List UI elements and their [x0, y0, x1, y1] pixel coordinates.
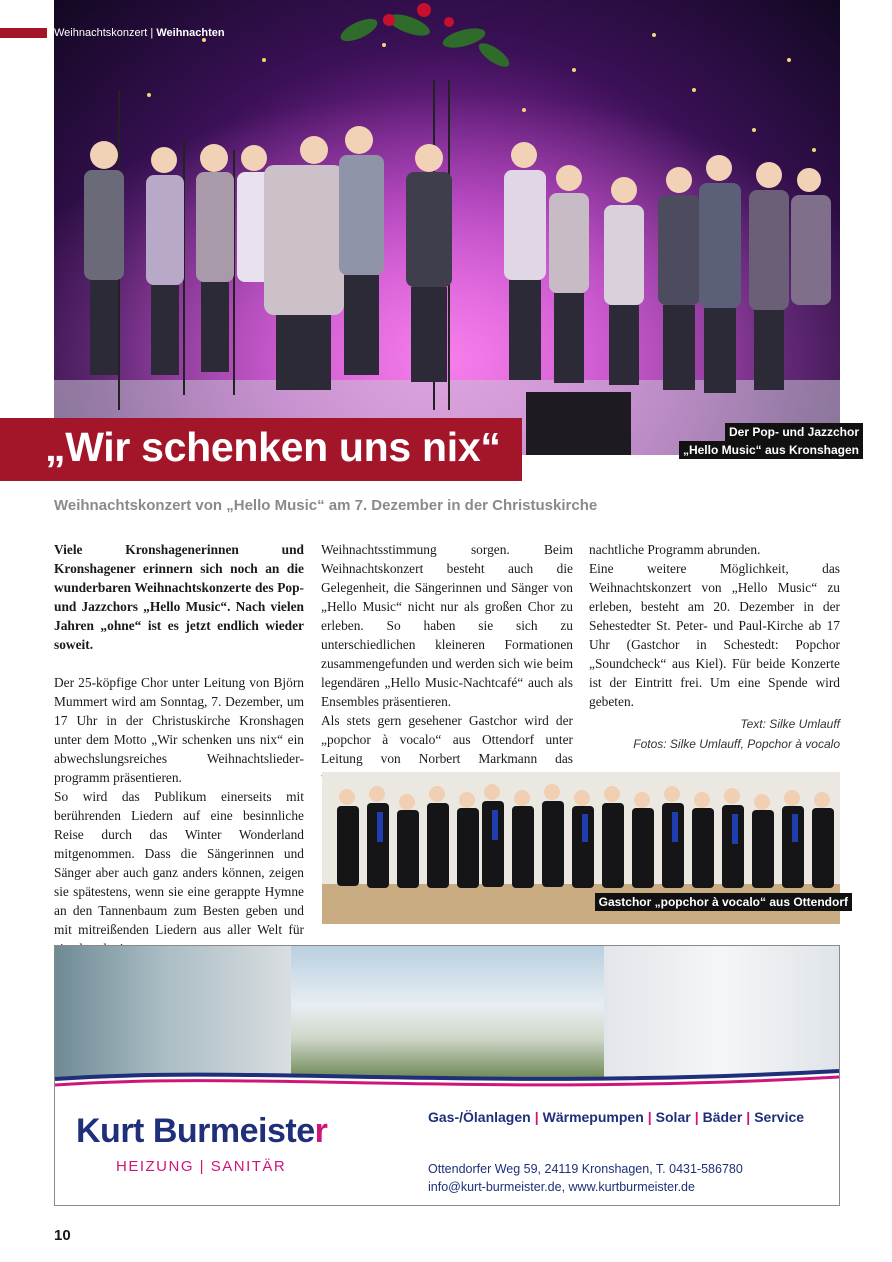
article-paragraph-4: Als stets gern gesehener Gastchor wird der „popchor à vocalo“ aus Ottendorf unter Leitung von Norbert Markmann das [321, 713, 573, 766]
article-paragraph-2: So wird das Publikum einerseits mit berührenden Liedern auf eine besinnliche Reise durch das Winter Wonderland mitgenommen. Dass die Sängerinnen und Sänger aber auch ganz anders können, zeigen sie spätestens, wenn sie eine gerappte Hymne an den Tannenbaum zum Besten geben und mit mitreißenden Liedern aus aller Welt für [54, 789, 304, 937]
hero-caption-line2: „Hello Music“ aus Kronshagen [679, 441, 863, 459]
ad-image-bathroom [55, 946, 291, 1078]
text-credit: Text: Silke Umlauff [740, 717, 840, 731]
ad-image-house [291, 946, 604, 1078]
section-label: Weihnachtskonzert | Weihnachten [54, 27, 225, 39]
page-number: 10 [54, 1227, 71, 1244]
section-marker [0, 28, 47, 38]
article-paragraph-4-tail: nachtliche Programm abrunden. [589, 542, 761, 557]
brand-logo: Kurt Burmeister [76, 1112, 328, 1150]
brand-tagline: HEIZUNG | SANITÄR [116, 1158, 287, 1175]
guest-photo-caption: Gastchor „popchor à vocalo“ aus Ottendorf [595, 893, 852, 911]
article-subtitle: Weihnachtskonzert von „Hello Music“ am 7. Dezember in der Christuskirche [54, 497, 598, 514]
article-title: „Wir schenken uns nix“ [45, 424, 501, 470]
article-lead: Viele Kronshagenerinnen und Kronshagener erinnern sich noch an die wunderbaren Weihnachtskonzerte des Pop- und Jazzchors „Hello Music“. Nach vielen Jahren „ohne“ ist es jetzt endlich wieder soweit. [54, 542, 304, 652]
article-column-3 [589, 540, 840, 711]
article-paragraph-1: Der 25-köpfige Chor unter Leitung von Björn Mummert wird am Sonntag, 7. Dezember, um 17 Uhr in der Christuskirche Kronshagen unter dem Motto „Wir schenken uns nix“ ein abwechslungsreiches Weihnachtsliederprogramm präsentieren. [54, 675, 304, 785]
article-column-2 [321, 540, 573, 768]
ad-wave [55, 1061, 839, 1093]
photo-credit: Fotos: Silke Umlauff, Popchor à vocalo [633, 737, 840, 751]
article-paragraph-3: Weihnachtsstimmung sorgen. Beim Weihnachtskonzert besteht auch die Gelegenheit, die Sängerinnen und Sänger von „Hello Music“ nicht nur als großen Chor zu erleben. So haben sie sich zu unterschiedlichen kleineren Formationen zusammengefunden und werden sich wie beim legendären „Hello Music-Nachtcafé“ auch als Ensembles präsentieren. [321, 542, 573, 709]
ad-address: Ottendorfer Weg 59, 24119 Kronshagen, T. 0431-586780 [428, 1162, 743, 1176]
ad-contact [428, 1160, 743, 1196]
ad-services: Gas-/Ölanlagen | Wärmepumpen | Solar | Bäder | Service [428, 1109, 805, 1125]
ad-web[interactable]: info@kurt-burmeister.de, www.kurtburmeister.de [428, 1180, 695, 1194]
article-column-1 [54, 540, 304, 958]
ad-image-bathroom-modern [604, 946, 839, 1078]
stage-choir-photo [54, 0, 840, 455]
article-paragraph-5: Eine weitere Möglichkeit, das Weihnachtskonzert von „Hello Music“ zu erleben, besteht am 20. Dezember in der Sehestedter St. Peter- und Paul-Kirche ab 17 Uhr (Gastchor in Schestedt: Popchor „Soundcheck“ aus Kiel). Für beide Konzerte ist der Eintritt frei. Um eine Spende wird gebeten. [589, 561, 840, 709]
hero-caption-line1: Der Pop- und Jazzchor [725, 423, 863, 441]
